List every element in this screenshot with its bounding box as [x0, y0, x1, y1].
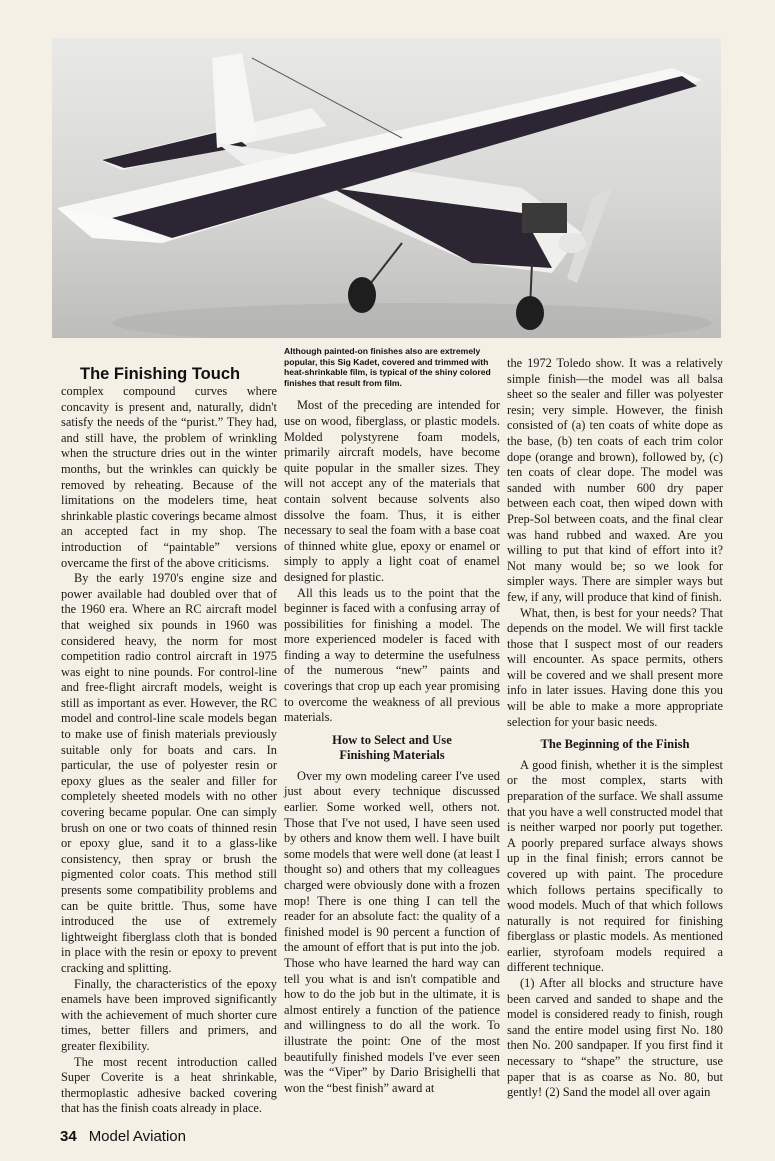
paragraph: All this leads us to the point that the beginner is faced with a confusing array of possibilities for finishing a model. The more experienced modeler is faced with finding a way to determine the usefulness of the numerous “new” paints and coverings that crop up each year promising to overcome the weakness of all previous materials.	[284, 585, 500, 725]
paragraph: A good finish, whether it is the simplest or the most complex, starts with preparation of the surface. We shall assume that you have a well constructed model that is neither warped nor poorly put together. A poorly prepared surface always shows up in the final finish; errors cannot be covered up with paint. The procedure which follows pertains specifically to wood models. Much of that which follows naturally is not required for finishing fiberglass or plastic models. As mentioned earlier, styrofoam models required a different technique.	[507, 757, 723, 975]
photo-caption: Although painted-on finishes also are extremely popular, this Sig Kadet, covered and trimmed with heat-shrinkable film, is typical of the shiny colored finishes that result from film.	[284, 346, 491, 388]
paragraph: Finally, the characteristics of the epoxy enamels have been improved significantly with the achievement of much shorter cure times, better fillers and primers, and greater flexibility.	[61, 976, 277, 1053]
column-1	[61, 344, 277, 1117]
article-columns	[61, 0, 723, 1117]
section-heading	[284, 733, 500, 764]
article-title: The Finishing Touch	[80, 365, 241, 383]
publication-name: Model Aviation	[88, 1127, 186, 1145]
section-heading: The Beginning of the Finish	[540, 737, 690, 752]
heading-line: How to Select and Use	[332, 732, 452, 747]
heading-line: Finishing Materials	[339, 748, 445, 763]
paragraph: By the early 1970's engine size and power available had doubled over that of the 1960 era. Where an RC aircraft model that weighed six pounds in 1960 was considered heavy, the norm for most competition radio control aircraft in 1975 was eight to nine pounds. For control-line and free-flight aircraft models, weight is still as important as ever. However, the RC model and control-line scale models began to make use of finish materials previously suitable only for boats and cars. In particular, the use of polyester resin or epoxy glues as the sealer and filler for completely sheeted models with no other covering became popular. One can simply brush on one or two coats of thinned resin or epoxy glue, sand it to a glass-like consistency, then spray or brush the pigmented color coats. This method still presents some compatibility problems and can be quite brittle. Thus, some have introduced the use of extremely lightweight fiberglass cloth that is bonded in place with the resin or epoxy to prevent cracking and splitting.	[61, 571, 277, 975]
page-number: 34	[60, 1127, 77, 1145]
page-footer	[60, 1127, 775, 1161]
column-3	[507, 356, 723, 1101]
paragraph: What, then, is best for your needs? That depends on the model. We will first tackle those that I suspect most of our readers will encounter. As space permits, others will be covered and we shall present more info in later issues. Having done this you will be able to make a more appropriate selection for your basic needs.	[507, 605, 723, 729]
paragraph: complex compound curves where concavity is present and, naturally, didn't satisfy the needs of the “purist.” They had, and still have, the problem of wrinkling when the structure dries out in the winter months, but the wrinkles can quickly be removed by reheating. Because of the limitations on the modelers time, heat shrinkable plastic coverings became almost an accepted fact in my shop. The introduction of “paintable” versions overcame the first of the above criticisms.	[61, 384, 277, 570]
column-2	[284, 344, 500, 1096]
paragraph: The most recent introduction called Super Coverite is a heat shrinkable, thermoplastic adhesive backed covering that has the finish coats already in place.	[61, 1054, 277, 1116]
paragraph: the 1972 Toledo show. It was a relatively simple finish—the model was all balsa sheet so the sealer and filler was polyester resin; very simple. However, the finish consisted of (a) ten coats of white dope as the base, (b) ten coats of each trim color dope (orange and brown), followed by, (c) ten coats of clear dope. The model was sanded with number 600 dry paper between each coat, then wiped down with Prep-Sol between coats, and the final clear was hand rubbed and waxed. Are you willing to put that kind of effort into it? Not many would be; so we look for simpler ways. There are simpler ways but few, if any, will produce that kind of finish.	[507, 356, 723, 604]
paragraph: (1) After all blocks and structure have been carved and sanded to shape and the model is considered ready to finish, rough sand the entire model using first No. 180 then No. 200 sandpaper. If you first find it necessary to “shape” the structure, use paper that is as coarse as No. 80, but gently! (2) Sand the model all over again	[507, 976, 723, 1100]
paragraph: Over my own modeling career I've used just about every technique discussed earlier. Some worked well, others not. Those that I've not used, I have seen used by others and know them well. I have built some models that were well done (at least I thought so) and others that my colleagues charged were obviously done with a frozen mop! There is one thing I can tell the reader for an absolute fact: the quality of a finished model is 90 percent a function of the amount of effort that is put into the job. Those who have learned the hard way can tell you what is and isn't compatible and how to do the job but in the ultimate, it is almost entirely a function of the patience and willingness to do all the work. To illustrate the point: One of the most beautifully finished models I've ever seen was the “Viper” by Dario Brisighelli that won the “best finish” award at	[284, 768, 500, 1095]
paragraph: Most of the preceding are intended for use on wood, fiberglass, or plastic models. Molded polystyrene foam models, primarily aircraft models, have become quite popular in the smaller sizes. They will not accept any of the materials that contain solvent because solvents also dissolve the foam. Thus, it is either necessary to seal the foam with a base coat of thinned white glue, epoxy or enamel or simply to apply a light coat of enamel designed for plastic.	[284, 398, 500, 584]
